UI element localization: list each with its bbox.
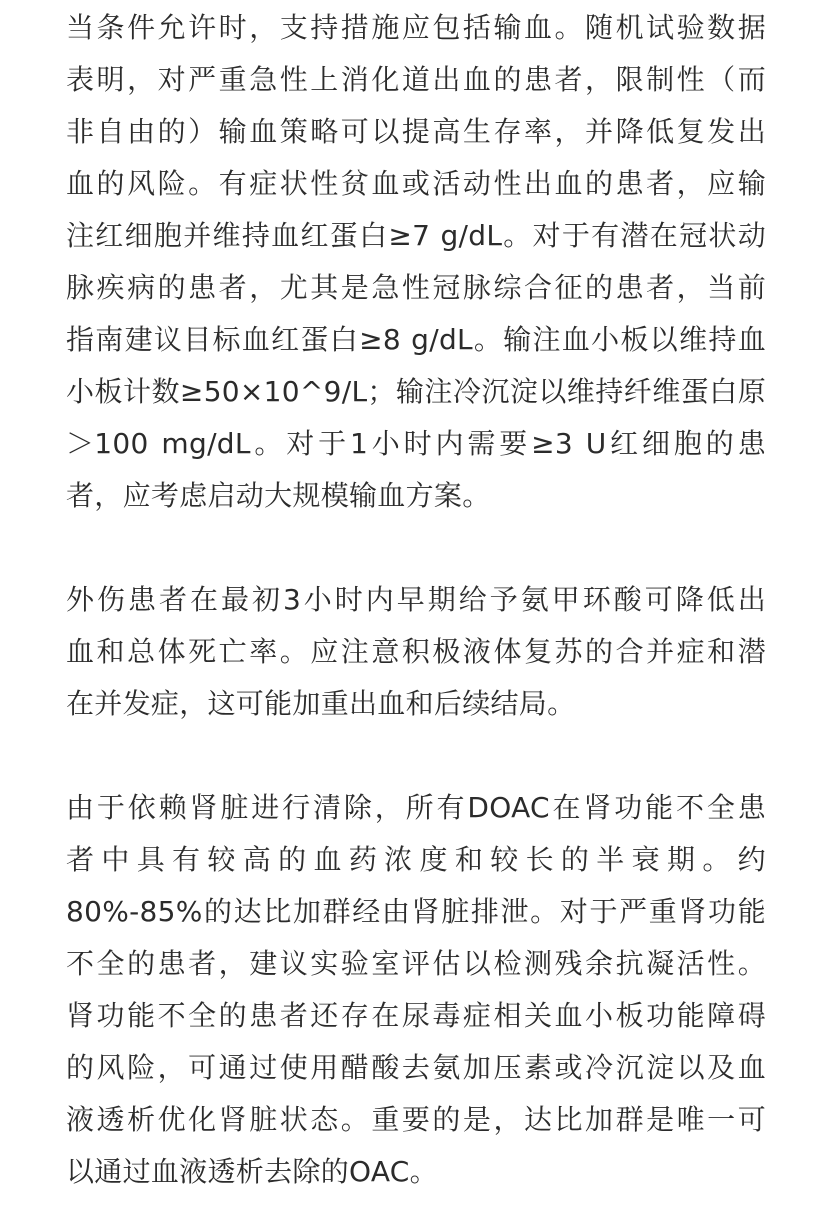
text-line: 指南建议目标血红蛋白≥8 g/dL。输注血小板以维持血: [66, 323, 766, 356]
text-line: 者中具有较高的血药浓度和较长的半衰期。约: [66, 843, 766, 876]
text-line: 血和总体死亡率。应注意积极液体复苏的合并症和潜: [66, 635, 766, 668]
paragraph-tranexamic-acid: [66, 574, 766, 730]
article-body: [66, 2, 766, 1198]
text-line: 当条件允许时，支持措施应包括输血。随机试验数据: [66, 11, 766, 44]
text-line: 以通过血液透析去除的OAC。: [66, 1155, 438, 1188]
text-line: 的风险，可通过使用醋酸去氨加压素或冷沉淀以及血: [66, 1051, 766, 1084]
text-line: 者，应考虑启动大规模输血方案。: [66, 479, 491, 512]
paragraph-spacer: [66, 522, 766, 574]
paragraph-renal-doac: [66, 782, 766, 1198]
text-line: 不全的患者，建议实验室评估以检测残余抗凝活性。: [66, 947, 766, 980]
text-line: 在并发症，这可能加重出血和后续结局。: [66, 687, 576, 720]
text-line: 血的风险。有症状性贫血或活动性出血的患者，应输: [66, 167, 766, 200]
text-line: 脉疾病的患者，尤其是急性冠脉综合征的患者，当前: [66, 271, 766, 304]
text-line: 外伤患者在最初3小时内早期给予氨甲环酸可降低出: [66, 583, 766, 616]
text-line: 小板计数≥50×10^9/L；输注冷沉淀以维持纤维蛋白原: [66, 375, 766, 408]
text-line: 由于依赖肾脏进行清除，所有DOAC在肾功能不全患: [66, 791, 766, 824]
text-line: 肾功能不全的患者还存在尿毒症相关血小板功能障碍: [66, 999, 766, 1032]
paragraph-transfusion: [66, 2, 766, 522]
text-line: ＞100 mg/dL。对于1小时内需要≥3 U红细胞的患: [66, 427, 766, 460]
paragraph-spacer: [66, 730, 766, 782]
text-line: 80%-85%的达比加群经由肾脏排泄。对于严重肾功能: [66, 895, 766, 928]
text-line: 非自由的）输血策略可以提高生存率，并降低复发出: [66, 115, 766, 148]
text-line: 表明，对严重急性上消化道出血的患者，限制性（而: [66, 63, 766, 96]
text-line: 注红细胞并维持血红蛋白≥7 g/dL。对于有潜在冠状动: [66, 219, 766, 252]
text-line: 液透析优化肾脏状态。重要的是，达比加群是唯一可: [66, 1103, 766, 1136]
